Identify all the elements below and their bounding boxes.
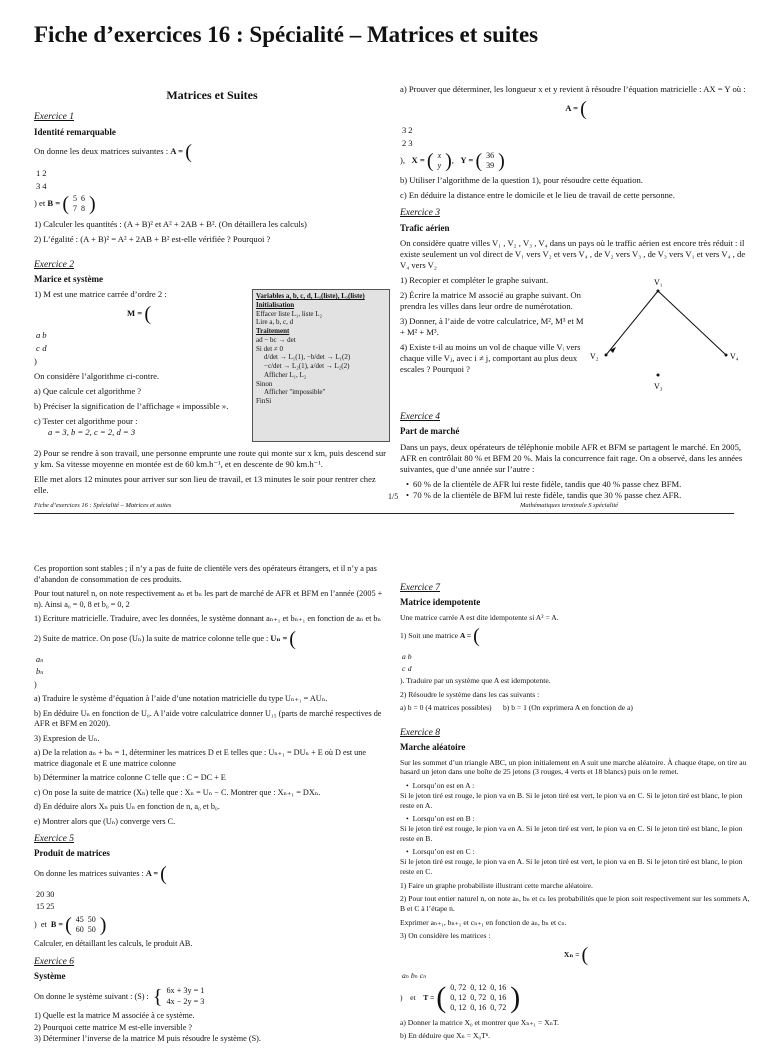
exercise-7-title: Matrice idempotente (400, 597, 481, 608)
p2-q3: 3) Expresion de Uₙ. (34, 733, 100, 743)
ex6-q2: 2) Pourquoi cette matrice M est-elle inversible ? (34, 1022, 193, 1032)
ex6-q3: 3) Déterminer l’inverse de la matrice M puis résoudre le système (S). (34, 1034, 261, 1044)
ex8-rule-c-text: Si le jeton tiré est rouge, le pion va en A. Si le jeton tiré est vert, le pion va en B. Si le jeton tiré est blanc, le pion reste en C. (400, 857, 743, 876)
algorithm-box: Variables a, b, c, d, L₁(liste), L₂(liste) Initialisation Effacer liste L₁, liste L₂ Lire a, b, c, d Traitement ad − bc → det Si det ≠ 0 d/det → L₁(1), −b/det → L₁(2) −c/det → L₂(1), a/det → L₂(2) Afficher L₁, L₂ Sinon Afficher "impossible" FinSi (252, 289, 390, 442)
exercise-2-label: Exercice 2 (34, 259, 74, 270)
exercise-8-title: Marche aléatoire (400, 742, 466, 753)
ex2-matrix-M: M = ( (127, 303, 151, 326)
ex8-intro: Sur les sommet d’un triangle ABC, un pion initialement en A suit une marche aléatoire. À chaque étape, on tire au hasard un jeton dans une boîte de 25 jetons (3 rouges, 4 verts et 18 blancs) puis on le remet. (400, 757, 747, 777)
p2-q3a: a) De la relation aₙ + bₙ = 1, déterminer les matrices D et E telles que : Uₙ₊₁ = DUₙ + E où D est une matrice diagonale et E une matrice colonne (34, 748, 366, 768)
ex2-equation-matrices: A = ( (565, 98, 587, 120)
exercise-3-title: Trafic aérien (400, 222, 450, 233)
matrix-A: ( (185, 141, 192, 164)
p2-notation: Pour tout naturel n, on note respectivement aₙ et bₙ les part de marché de AFR et BFM en l’année (2005 + n). Ainsi a₀ = 0, 8 et b₀ = 0, 2 (34, 589, 383, 609)
ex7-q2: 2) Résoudre le système dans les cas suivants : (400, 689, 540, 699)
ex8-q3: 3) On considère les matrices : (400, 931, 491, 941)
ex2-right-c: c) En déduire la distance entre le domicile et le lieu de travail de cette personne. (400, 190, 675, 201)
ex7-q2-cases: a) b = 0 (4 matrices possibles) b) b = 1 (On exprimera A en fonction de a) (400, 703, 633, 713)
sheet2-right-column: Exercice 7 Matrice idempotente Une matrice carrée A est dite idempotente si A² = A. 1) Soit une matrice A = ( a b c d ). Traduire par un système que A est idempotente. 2) Résoudre le système dans les cas suivants : a) b = 0 (4 matrices possibles) b) b = 1 (On exprimera A en fonction de a) Exercice 8 Marche aléatoire Sur les sommet d’un triangle ABC, un pion initialement en A suit une marche aléatoire. À chaque étape, on tire au hasard un jeton dans une boîte de 25 jetons (3 rouges, 4 verts et 18 blancs) puis on le remet. • Lorsqu’on est en A : Si le jeton tiré est rouge, le pion va en B. Si le jeton tiré est vert, le pion va en C. Si le jeton tiré est blanc, le pion reste en A. • Lorsqu’on est en B : Si le jeton tiré est rouge, le pion va en A. Si le jeton tiré est vert, le pion va en C. Si le jeton tiré est blanc, le pion reste en B. • Lorsqu’on est en C : Si le jeton tiré est rouge, le pion va en A. Si le jeton tiré est vert, le pion va en B. Si le jeton tiré est blanc, le pion reste en C. 1) Faire un graphe probabiliste illustrant cette marche aléatoire. 2) Pour tout entier naturel n, on note aₙ, bₙ et cₙ les probabilités que le pion soit respectivement sur les sommets A, B et C à l’étape n. Exprimer aₙ₊₁, bₙ₊₁ et cₙ₊₁ en fonction de aₙ, bₙ et cₙ. 3) On considère les matrices : Xₙ = ( aₙ bₙ cₙ ) et T = ( 0, 72 0, 12 0, 16 0, 12 0, 72 0, 16 0, 12 0, 16 0, 72 ) a) Donner la matrice X₀ et montrer que Xₙ₊₁ = XₙT. b) En déduire que Xₙ = X₀Tⁿ. (400, 576, 752, 1045)
ex2-c: c) Tester cet algorithme pour : a = 3, b = 2, c = 2, d = 3 (34, 416, 138, 438)
ex8-q3b: b) En déduire que Xₙ = X₀Tⁿ. (400, 1031, 490, 1041)
exercise-8-label: Exercice 8 (400, 727, 440, 738)
ex2-b: b) Préciser la signification de l’affichage « impossible ». (34, 401, 229, 412)
ex1-intro: On donne les deux matrices suivantes : A = ( (34, 141, 192, 164)
exercise-1-label: Exercice 1 (34, 112, 74, 123)
p2-q1: 1) Ecriture matricielle. Traduire, avec les données, le système donnant aₙ₊₁ et bₙ₊₁ en fonction de aₙ et bₙ (34, 614, 382, 623)
exercise-4-label: Exercice 4 (400, 412, 440, 423)
p2-q2: 2) Suite de matrice. On pose (Uₙ) la suite de matrice colonne telle que : Uₙ = ( (34, 627, 296, 650)
exercise-1-title: Identité remarquable (34, 126, 116, 137)
exercise-7-label: Exercice 7 (400, 583, 440, 593)
ex8-rule-b-text: Si le jeton tiré est rouge, le pion va en A. Si le jeton tiré est vert, le pion va en C. Si le jeton tiré est blanc, le pion reste en B. (400, 823, 743, 843)
exercise-6-title: Système (34, 970, 66, 981)
footer-left: Fiche d’exercices 16 : Spécialité – Matrices et suites (34, 502, 172, 509)
graph-edge (606, 291, 658, 355)
ex3-q4: 4) Existe t-il au moins un vol de chaque ville Vᵢ vers chaque ville Vⱼ, avec i ≠ j, comportant au plus deux escales ? Pourquoi ? (400, 342, 581, 375)
ex2-a: a) Que calcule cet algorithme ? (34, 386, 142, 397)
ex1-question-1: 1) Calculer les quantités : (A + B)² et A² + 2AB + B². (On détaillera les calculs) (34, 218, 307, 229)
flight-graph (590, 275, 750, 405)
ex2-right-a: a) Prouver que déterminer, les longueur x et y revient à résoudre l’équation matricielle : AX = Y où : (400, 84, 746, 94)
ex4-bullet: • 60 % de la clientèle de AFR lui reste fidèle, tandis que 40 % passe chez BFM. (406, 478, 682, 489)
ex8-rule-c: • Lorsqu’on est en C : (406, 847, 475, 857)
p2-q3b: b) Déterminer la matrice colonne C telle que : C = DC + E (34, 773, 226, 782)
ex7-intro: Une matrice carrée A est dite idempotente si A² = A. (400, 612, 559, 622)
p2-intro: Ces proportion sont stables ; il n’y a pas de fuite de clientèle vers des opérateurs étrangers, et il n’y a pas d’abandon de consommation de ces produits. (34, 564, 377, 584)
exercise-6-label: Exercice 6 (34, 956, 74, 967)
p2-q3d: d) En déduire alors Xₙ puis Uₙ en fonction de n, a₀ et b₀. (34, 802, 220, 811)
node-v3: V₃ (654, 382, 663, 392)
graph-arrow (610, 347, 616, 353)
ex8-q1: 1) Faire un graphe probabiliste illustrant cette marche aléatoire. (400, 880, 593, 890)
page-number: 1/5 (388, 492, 399, 501)
ex2-question-2: 2) Pour se rendre à son travail, une personne emprunte une route qui monte sur x km, puis descend sur y km. Sa vitesse moyenne en montée est de 60 km.h⁻¹, et en descente de 90 km.h⁻¹. (34, 448, 387, 470)
exercise-4-title: Part de marché (400, 426, 460, 437)
ex8-q2b: Exprimer aₙ₊₁, bₙ₊₁ et cₙ₊₁ en fonction de aₙ, bₙ et cₙ. (400, 917, 567, 927)
exercise-5-title: Produit de matrices (34, 848, 110, 859)
ex2-question-2b: Elle met alors 12 minutes pour arriver sur son lieu de travail, et 13 minutes le soir pour rentrer chez elle. (34, 474, 376, 496)
exercise-3-label: Exercice 3 (400, 208, 440, 219)
ex6-system: On donne le système suivant : (S) : { 6x + 3y = 1 4x − 2y = 3 (34, 985, 205, 1008)
ex3-q2: 2) Écrire la matrice M associé au graphe suivant. On prendra les villes dans leur ordre de numérotation. (400, 290, 581, 312)
node-v4: V₄ (730, 352, 739, 362)
sheet-1 (0, 70, 768, 520)
ex7-q1: 1) Soit une matrice A = ( (400, 625, 480, 648)
ex8-rule-a-text: Si le jeton tiré est rouge, le pion va en B. Si le jeton tiré est vert, le pion va en C. Si le jeton tiré est blanc, le pion reste en A. (400, 790, 743, 810)
ex8-q2: 2) Pour tout entier naturel n, on note aₙ, bₙ et cₙ les probabilités que le pion soit respectivement sur les sommets A, B et C à l’étape n. (400, 894, 750, 913)
sheet1-right-column: a) Prouver que déterminer, les longueur x et y revient à résoudre l’équation matricielle : AX = Y où : A = ( 3 2 2 3 ), X = ( x y ) , Y = ( 36 39 ) b) Utiliser l’algorithme de la question 1), pour résoudre cette équation. c) En déduire la distance entre le domicile et le lieu de travail de cette personne. Exercice 3 Trafic aérien On considère quatre villes V₁ , V₂ , V₃ , V₄ dans un pays où le traffic aérien est encore très réduit : il existe seulement un vol direct de V₁ vers V₂ et vers V₄ , de V₂ vers V₃ , de V₃ vers V₁ et vers V₄ , de V₄ vers V₂ 1) Recopier et compléter le graphe suivant. 2) Écrire la matrice M associé au graphe suivant. On prendra les villes dans leur ordre de numérotation. 3) Donner, à l’aide de votre calculatrice, M², M³ et M + M² + M³. 4) Existe t-il au moins un vol de chaque ville Vᵢ vers chaque ville Vⱼ, avec i ≠ j, comportant au plus deux escales ? Pourquoi ? V₁ V₂ V₃ V₄ Exercice 4 Part de marché Dans un pays, deux opérateurs de téléphonie mobile AFR et BFM se partagent le marché. En 2005, AFR en contrôlait 80 % et BFM 20 %. Mais la concurrence fait rage. On a observé, dans les années suivantes, que d’une année sur l’autre : • 60 % de la clientèle de AFR lui reste fidèle, tandis que 40 % passe chez BFM. • 70 % de la clientèle de BFM lui reste fidèle, tandis que 30 % passe chez AFR. (400, 84, 752, 501)
p2-q3c: c) On pose la suite de matrice (Xₙ) telle que : Xₙ = Uₙ − C. Montrer que : Xₙ₊₁ = DXₙ. (34, 787, 321, 797)
matrix-B: ( 5 6 7 8 ) (62, 193, 96, 216)
p2-q2a: a) Traduire le système d’équation à l’aide d’une notation matricielle du type Uₙ₊₁ = AUₙ. (34, 694, 328, 703)
exercise-2-title: Marice et système (34, 273, 103, 284)
node-v1: V₁ (654, 278, 663, 288)
ex2-consider: On considère l’algorithme ci-contre. (34, 371, 160, 382)
ex3-q3: 3) Donner, à l’aide de votre calculatrice, M², M³ et M + M² + M³. (400, 316, 584, 338)
sheet-2 (0, 558, 768, 1044)
graph-edge (658, 291, 726, 355)
ex3-intro: On considère quatre villes V₁ , V₂ , V₃ , V₄ dans un pays où le traffic aérien est encore très réduit : il existe seulement un vol direct de V₁ vers V₂ et vers V₄ , de V₂ vers V₃ , de V₃ vers V₁ et vers V₄ , de V₄ vers V₂ (400, 238, 746, 271)
ex5-intro: On donne les matrices suivantes : A = ( (34, 862, 167, 885)
ex3-q1: 1) Recopier et compléter le graphe suivant. (400, 275, 549, 286)
ex4-intro: Dans un pays, deux opérateurs de téléphonie mobile AFR et BFM se partagent le marché. En 2005, AFR en contrôlait 80 % et BFM 20 %. Mais la concurrence fait rage. On a observé, dans les années suivantes, que d’une année sur l’autre : (400, 441, 743, 474)
ex2-question-1: 1) M est une matrice carrée d’ordre 2 : (34, 289, 167, 300)
exercise-5-label: Exercice 5 (34, 834, 74, 844)
p2-q3e: e) Montrer alors que (Uₙ) converge vers C. (34, 816, 176, 826)
ex1-question-2: 2) L’égalité : (A + B)² = A² + 2AB + B² est-elle vérifiée ? Pourquoi ? (34, 233, 271, 244)
ex8-rule-a: • Lorsqu’on est en A : (406, 781, 475, 791)
sheet1-left-column: Matrices et Suites Exercice 1 Identité remarquable On donne les deux matrices suivantes : A = ( 1 2 3 4 ) et B = ( 5 6 7 8 ) 1) Calculer les quantités : (A + B)² et A² + 2AB + B². (On détaillera les calculs) 2) L’égalité : (A + B)² = A² + 2AB + B² est-elle vérifiée ? Pourquoi ? Exercice 2 Marice et système 1) M est une matrice carrée d’ordre 2 : M = ( a b c d ) On considère l’algorithme ci-contre. a) Que calcule cet algorithme ? b) Préciser la signification de l’affichage « impossible ». c) Tester cet algorithme pour : a = 3, b = 2, c = 2, d = 3 Variables a, b, c, d, L₁(liste), L₂(liste) Initialisation Effacer liste L₁, liste L₂ Lire a, b, c, d Traitement ad − bc → det Si det ≠ 0 d/det → L₁(1), −b/det → L₁(2) −c/det → L₂(1), a/det → L₂(2) Afficher L₁, L₂ Sinon Afficher "impossible" FinSi 2) Pour se rendre à son travail, une personne emprunte une route qui monte sur x km, puis descend sur y km. Sa vitesse moyenne en montée est de 60 km.h⁻¹, et en descente de 90 km.h⁻¹. Elle met alors 12 minutes pour arriver sur son lieu de travail, et 13 minutes le soir pour rentrer chez elle. (34, 88, 390, 500)
p2-q2b: b) En déduire Uₙ en fonction de U₀. A l’aide votre calculatrice donner U₁₅ (parts de marché respectives de AFR et BFM en 2020). (34, 708, 382, 728)
footer-right: Mathématiques terminale S spécialité (520, 502, 619, 509)
footer-rule (34, 513, 734, 514)
ex5-calc: Calculer, en détaillant les calculs, le produit AB. (34, 939, 193, 949)
ex8-matrices: Xₙ = ( (563, 944, 589, 967)
ex6-q1: 1) Quelle est la matrice M associée à ce système. (34, 1011, 195, 1021)
section-heading: Matrices et Suites (166, 88, 258, 102)
ex8-q3a: a) Donner la matrice X₀ et montrer que Xₙ₊₁ = XₙT. (400, 1017, 559, 1027)
ex8-rule-b: • Lorsqu’on est en B : (406, 814, 475, 824)
ex4-bullet: • 70 % de la clientèle de BFM lui reste fidèle, tandis que 30 % passe chez AFR. (406, 489, 682, 500)
node-v2: V₂ (590, 352, 599, 362)
sheet2-left-column: Ces proportion sont stables ; il n’y a pas de fuite de clientèle vers des opérateurs étrangers, et il n’y a pas d’abandon de consommation de ces produits. Pour tout naturel n, on note respectivement aₙ et bₙ les part de marché de AFR et BFM en l’année (2005 + n). Ainsi a₀ = 0, 8 et b₀ = 0, 2 1) Ecriture matricielle. Traduire, avec les données, le système donnant aₙ₊₁ et bₙ₊₁ en fonction de aₙ et bₙ 2) Suite de matrice. On pose (Uₙ) la suite de matrice colonne telle que : Uₙ = ( aₙ bₙ ) a) Traduire le système d’équation à l’aide d’une notation matricielle du type Uₙ₊₁ = AUₙ. b) En déduire Uₙ en fonction de U₀. A l’aide votre calculatrice donner U₁₅ (parts de marché respectives de AFR et BFM en 2020). 3) Expresion de Uₙ. a) De la relation aₙ + bₙ = 1, déterminer les matrices D et E telles que : Uₙ₊₁ = DUₙ + E où D est une matrice diagonale et E une matrice colonne b) Déterminer la matrice colonne C telle que : C = DC + E c) On pose la suite de matrice (Xₙ) telle que : Xₙ = Uₙ − C. Montrer que : Xₙ₊₁ = DXₙ. d) En déduire alors Xₙ puis Uₙ en fonction de n, a₀ et b₀. e) Montrer alors que (Uₙ) converge vers C. Exercice 5 Produit de matrices On donne les matrices suivantes : A = ( 20 30 15 25 ) et B = ( 45 50 60 50 ) Calculer, en détaillant les calculs, le produit AB. Exercice 6 Système On donne le système suivant : (S) : { 6x + 3y = 1 4x − 2y = 3 1) Quelle est la matrice M associée à ce système. 2) Pourquoi cette matrice M est-elle inversible ? 3) Déterminer l’inverse de la matrice M puis résoudre le système (S). (34, 564, 390, 1049)
ex2-right-b: b) Utiliser l’algorithme de la question 1), pour résoudre cette équation. (400, 175, 643, 186)
page-title: Fiche d’exercices 16 : Spécialité – Matrices et suites (34, 22, 539, 47)
